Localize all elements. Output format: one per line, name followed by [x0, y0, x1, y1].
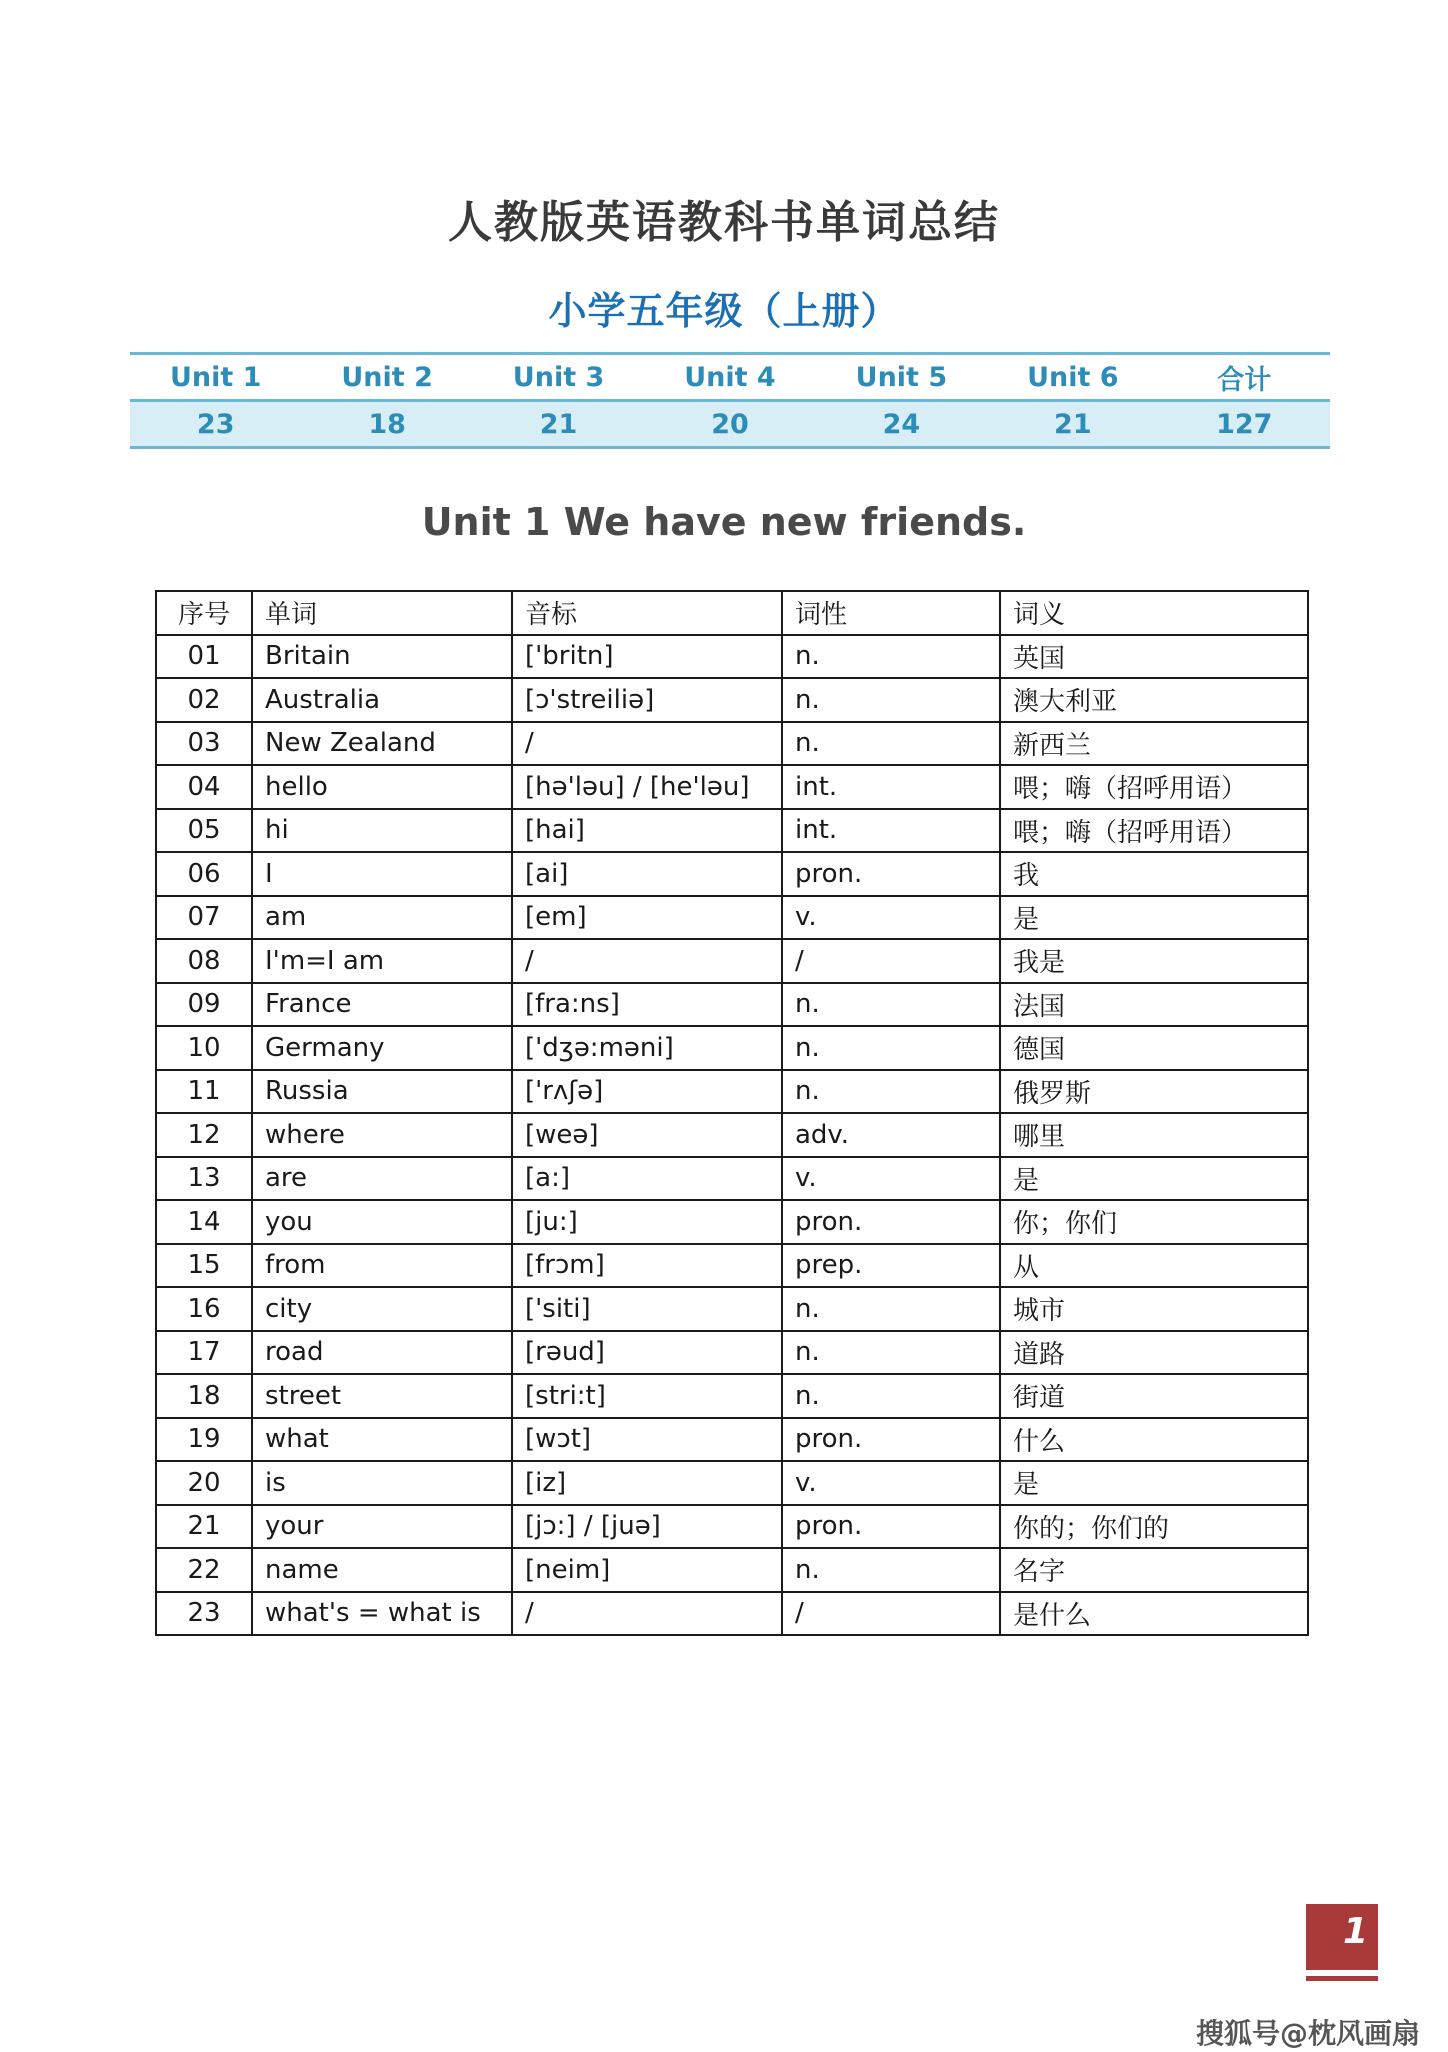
- cell-meaning: 什么: [1000, 1418, 1308, 1462]
- cell-meaning: 街道: [1000, 1374, 1308, 1418]
- cell-meaning: 是: [1000, 1157, 1308, 1201]
- summary-count-cell: 24: [816, 401, 987, 448]
- column-header-pos: 词性: [782, 591, 1000, 635]
- cell-meaning: 德国: [1000, 1026, 1308, 1070]
- cell-meaning: 城市: [1000, 1287, 1308, 1331]
- summary-header-cell: Unit 5: [816, 354, 987, 401]
- page-subtitle: 小学五年级（上册）: [548, 289, 900, 333]
- cell-pos: n.: [782, 1070, 1000, 1114]
- cell-index: 05: [156, 809, 252, 853]
- page-number-badge: 1: [1306, 1904, 1378, 1970]
- watermark-text: 搜狐号@枕风画扇: [1196, 2017, 1421, 2050]
- table-row: [156, 896, 1308, 940]
- cell-phonetic: [hai]: [512, 809, 782, 853]
- cell-phonetic: ['dʒə:məni]: [512, 1026, 782, 1070]
- table-row: [156, 722, 1308, 766]
- cell-index: 07: [156, 896, 252, 940]
- cell-phonetic: [a:]: [512, 1157, 782, 1201]
- table-row: [156, 1113, 1308, 1157]
- summary-header-cell: Unit 6: [987, 354, 1158, 401]
- summary-count-cell: 127: [1159, 401, 1330, 448]
- cell-phonetic: [fra:ns]: [512, 983, 782, 1027]
- cell-pos: v.: [782, 896, 1000, 940]
- column-header-meaning: 词义: [1000, 591, 1308, 635]
- cell-index: 03: [156, 722, 252, 766]
- cell-word: city: [252, 1287, 512, 1331]
- cell-index: 14: [156, 1200, 252, 1244]
- unit-heading: Unit 1 We have new friends.: [421, 500, 1027, 544]
- summary-count-cell: 23: [130, 401, 301, 448]
- cell-word: name: [252, 1548, 512, 1592]
- cell-phonetic: [rəud]: [512, 1331, 782, 1375]
- cell-word: Australia: [252, 678, 512, 722]
- cell-word: is: [252, 1461, 512, 1505]
- cell-word: road: [252, 1331, 512, 1375]
- cell-phonetic: [weə]: [512, 1113, 782, 1157]
- table-row: [156, 678, 1308, 722]
- cell-pos: v.: [782, 1461, 1000, 1505]
- cell-phonetic: [ju:]: [512, 1200, 782, 1244]
- cell-meaning: 法国: [1000, 983, 1308, 1027]
- cell-meaning: 澳大利亚: [1000, 678, 1308, 722]
- cell-index: 08: [156, 939, 252, 983]
- cell-index: 23: [156, 1592, 252, 1636]
- cell-meaning: 我是: [1000, 939, 1308, 983]
- cell-pos: n.: [782, 1026, 1000, 1070]
- cell-meaning: 我: [1000, 852, 1308, 896]
- table-row: [156, 1374, 1308, 1418]
- cell-meaning: 是什么: [1000, 1592, 1308, 1636]
- cell-pos: n.: [782, 635, 1000, 679]
- cell-phonetic: /: [512, 939, 782, 983]
- cell-phonetic: ['britn]: [512, 635, 782, 679]
- cell-meaning: 哪里: [1000, 1113, 1308, 1157]
- cell-word: from: [252, 1244, 512, 1288]
- column-header-word: 单词: [252, 591, 512, 635]
- table-row: [156, 1026, 1308, 1070]
- cell-meaning: 喂；嗨（招呼用语）: [1000, 809, 1308, 853]
- summary-header-cell: Unit 4: [644, 354, 815, 401]
- table-row: [156, 635, 1308, 679]
- cell-word: what: [252, 1418, 512, 1462]
- cell-pos: pron.: [782, 1505, 1000, 1549]
- page-badge-underline: [1306, 1976, 1378, 1981]
- cell-pos: prep.: [782, 1244, 1000, 1288]
- cell-index: 21: [156, 1505, 252, 1549]
- summary-header-cell: Unit 3: [473, 354, 644, 401]
- cell-pos: n.: [782, 678, 1000, 722]
- cell-phonetic: [wɔt]: [512, 1418, 782, 1462]
- cell-phonetic: [ɔ'streiliə]: [512, 678, 782, 722]
- cell-index: 06: [156, 852, 252, 896]
- cell-phonetic: [iz]: [512, 1461, 782, 1505]
- cell-meaning: 你；你们: [1000, 1200, 1308, 1244]
- unit-summary-table: [130, 352, 1330, 449]
- table-row: [156, 852, 1308, 896]
- cell-meaning: 俄罗斯: [1000, 1070, 1308, 1114]
- cell-word: Germany: [252, 1026, 512, 1070]
- cell-meaning: 名字: [1000, 1548, 1308, 1592]
- cell-word: France: [252, 983, 512, 1027]
- cell-meaning: 是: [1000, 1461, 1308, 1505]
- summary-header-cell: Unit 2: [301, 354, 472, 401]
- cell-phonetic: [em]: [512, 896, 782, 940]
- cell-pos: n.: [782, 1548, 1000, 1592]
- column-header-index: 序号: [156, 591, 252, 635]
- cell-index: 18: [156, 1374, 252, 1418]
- table-row: [156, 809, 1308, 853]
- cell-phonetic: ['siti]: [512, 1287, 782, 1331]
- cell-phonetic: /: [512, 722, 782, 766]
- cell-index: 02: [156, 678, 252, 722]
- summary-count-cell: 18: [301, 401, 472, 448]
- cell-pos: int.: [782, 765, 1000, 809]
- summary-count-cell: 20: [644, 401, 815, 448]
- page-title: 人教版英语教科书单词总结: [448, 197, 1000, 248]
- cell-phonetic: [hə'ləu] / [he'ləu]: [512, 765, 782, 809]
- cell-word: are: [252, 1157, 512, 1201]
- cell-word: what's = what is: [252, 1592, 512, 1636]
- summary-header-cell: 合计: [1159, 354, 1330, 401]
- cell-index: 15: [156, 1244, 252, 1288]
- table-row: [156, 1287, 1308, 1331]
- table-row: [156, 1505, 1308, 1549]
- table-row: [156, 939, 1308, 983]
- cell-pos: n.: [782, 1331, 1000, 1375]
- cell-pos: /: [782, 939, 1000, 983]
- cell-word: your: [252, 1505, 512, 1549]
- cell-word: you: [252, 1200, 512, 1244]
- cell-pos: n.: [782, 983, 1000, 1027]
- column-header-phonetic: 音标: [512, 591, 782, 635]
- cell-pos: n.: [782, 1374, 1000, 1418]
- summary-header-row: [130, 354, 1330, 401]
- cell-pos: pron.: [782, 852, 1000, 896]
- cell-index: 13: [156, 1157, 252, 1201]
- table-row: [156, 1418, 1308, 1462]
- table-row: [156, 1070, 1308, 1114]
- table-row: [156, 1548, 1308, 1592]
- cell-word: I: [252, 852, 512, 896]
- cell-pos: adv.: [782, 1113, 1000, 1157]
- cell-word: Britain: [252, 635, 512, 679]
- cell-pos: n.: [782, 1287, 1000, 1331]
- cell-index: 12: [156, 1113, 252, 1157]
- cell-index: 19: [156, 1418, 252, 1462]
- table-row: [156, 1157, 1308, 1201]
- cell-index: 20: [156, 1461, 252, 1505]
- cell-pos: n.: [782, 722, 1000, 766]
- cell-meaning: 英国: [1000, 635, 1308, 679]
- vocab-body: [156, 635, 1308, 1636]
- cell-word: street: [252, 1374, 512, 1418]
- cell-meaning: 是: [1000, 896, 1308, 940]
- cell-index: 04: [156, 765, 252, 809]
- table-row: [156, 1592, 1308, 1636]
- cell-pos: pron.: [782, 1200, 1000, 1244]
- cell-index: 01: [156, 635, 252, 679]
- cell-pos: int.: [782, 809, 1000, 853]
- cell-word: am: [252, 896, 512, 940]
- cell-word: hi: [252, 809, 512, 853]
- summary-count-row: [130, 401, 1330, 448]
- vocabulary-table: [155, 590, 1309, 1636]
- cell-phonetic: [ai]: [512, 852, 782, 896]
- summary-header-cell: Unit 1: [130, 354, 301, 401]
- cell-word: hello: [252, 765, 512, 809]
- table-row: [156, 765, 1308, 809]
- cell-index: 16: [156, 1287, 252, 1331]
- summary-count-cell: 21: [473, 401, 644, 448]
- cell-word: I'm=I am: [252, 939, 512, 983]
- cell-phonetic: ['rʌʃə]: [512, 1070, 782, 1114]
- cell-word: New Zealand: [252, 722, 512, 766]
- cell-index: 22: [156, 1548, 252, 1592]
- table-row: [156, 983, 1308, 1027]
- cell-phonetic: [frɔm]: [512, 1244, 782, 1288]
- table-row: [156, 1244, 1308, 1288]
- cell-index: 09: [156, 983, 252, 1027]
- cell-phonetic: [stri:t]: [512, 1374, 782, 1418]
- cell-meaning: 喂；嗨（招呼用语）: [1000, 765, 1308, 809]
- cell-word: where: [252, 1113, 512, 1157]
- table-row: [156, 1331, 1308, 1375]
- summary-count-cell: 21: [987, 401, 1158, 448]
- cell-index: 11: [156, 1070, 252, 1114]
- cell-pos: v.: [782, 1157, 1000, 1201]
- table-row: [156, 1200, 1308, 1244]
- cell-phonetic: [jɔ:] / [juə]: [512, 1505, 782, 1549]
- cell-word: Russia: [252, 1070, 512, 1114]
- cell-index: 17: [156, 1331, 252, 1375]
- cell-meaning: 道路: [1000, 1331, 1308, 1375]
- cell-pos: pron.: [782, 1418, 1000, 1462]
- cell-phonetic: [neim]: [512, 1548, 782, 1592]
- table-row: [156, 1461, 1308, 1505]
- vocab-header-row: [156, 591, 1308, 635]
- cell-meaning: 新西兰: [1000, 722, 1308, 766]
- cell-meaning: 你的；你们的: [1000, 1505, 1308, 1549]
- cell-meaning: 从: [1000, 1244, 1308, 1288]
- cell-index: 10: [156, 1026, 252, 1070]
- cell-phonetic: /: [512, 1592, 782, 1636]
- cell-pos: /: [782, 1592, 1000, 1636]
